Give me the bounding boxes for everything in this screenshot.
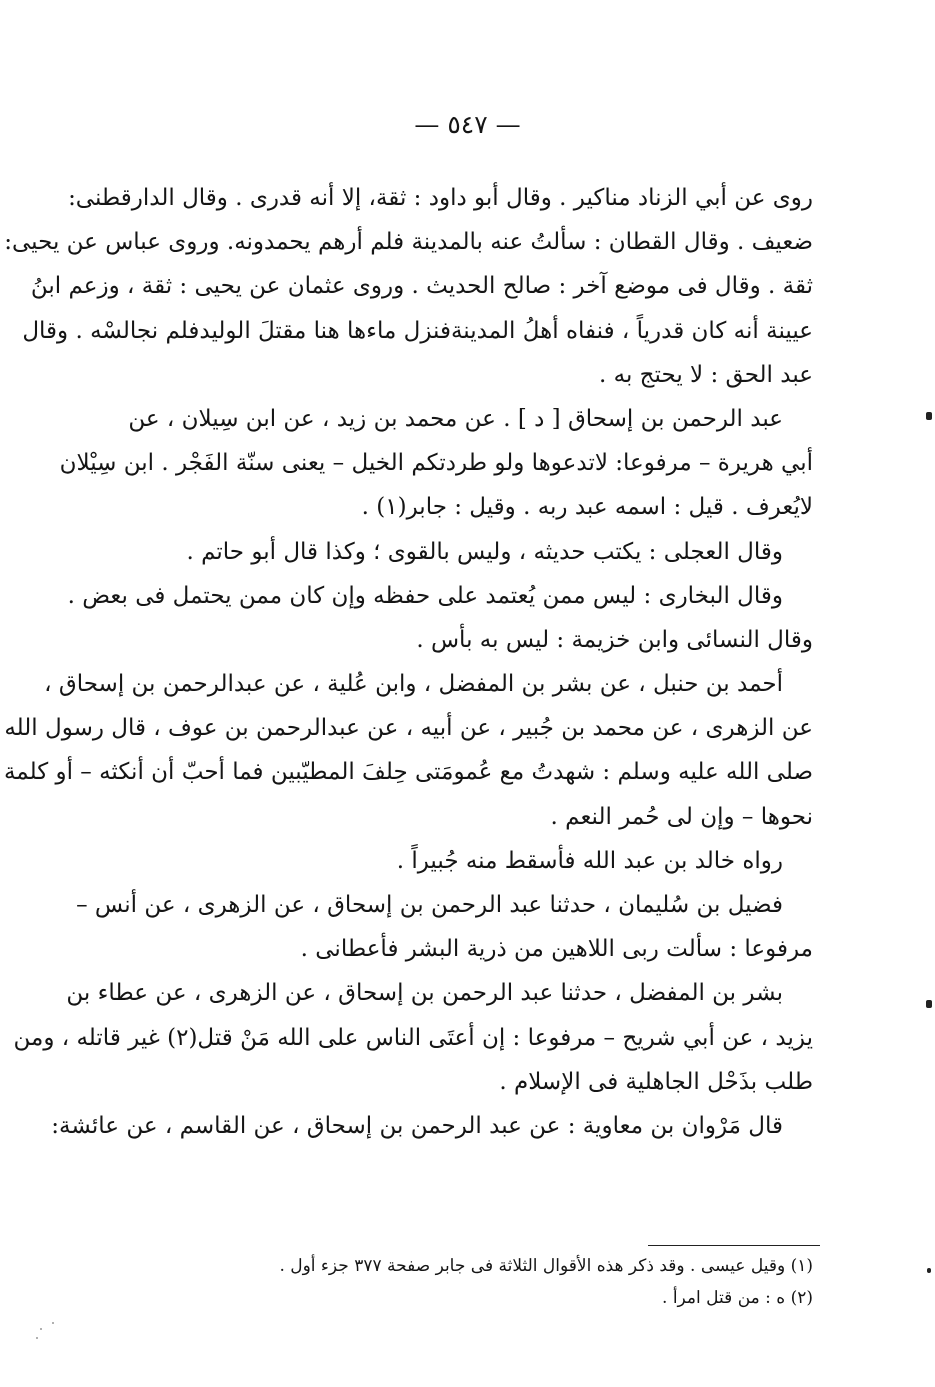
- entry-heading-line: عبد الرحمن بن إسحاق [ د ] . عن محمد بن زيد ، عن ابن سِيلان ، عن: [128, 405, 783, 432]
- text-line: أبي هريرة – مرفوعا: لاتدعوها ولو طردتكم الخيل – يعنى سنّة الفَجْر . ابن سِيْلان: [59, 450, 813, 477]
- main-text: [3, 176, 813, 1148]
- text-line: طلب بذَحْل الجاهلية فى الإسلام .: [499, 1068, 813, 1095]
- margin-mark: [926, 1000, 932, 1008]
- text-line: ضعيف . وقال القطان : سألتُ عنه بالمدينة فلم أرهم يحمدونه. وروى عباس عن يحيى:: [4, 229, 813, 256]
- text-line: أحمد بن حنبل ، عن بشر بن المفضل ، وابن عُلية ، عن عبدالرحمن بن إسحاق ،: [44, 671, 783, 698]
- margin-mark: [927, 1268, 931, 1273]
- scan-speck: [52, 1322, 54, 1324]
- text-line: عيينة أنه كان قدرياً ، فنفاه أهلُ المدينةفنزل ماءها هنا مقتلَ الوليدفلم نجالسْه . وقال: [22, 317, 813, 344]
- text-line: رواه خالد بن عبد الله فأسقط منه جُبيراً .: [396, 847, 783, 874]
- text-line: مرفوعا : سألت ربى اللاهين من ذرية البشر فأعطانى .: [300, 936, 813, 963]
- text-line: قال مَرْوان بن معاوية : عن عبد الرحمن بن إسحاق ، عن القاسم ، عن عائشة:: [51, 1112, 783, 1139]
- text-line: وقال العجلى : يكتب حديثه ، وليس بالقوى ؛ وكذا قال أبو حاتم .: [186, 538, 783, 565]
- text-line: وقال البخارى : ليس ممن يُعتمد على حفظه وإن كان ممن يحتمل فى بعض .: [67, 582, 783, 609]
- text-line: عبد الحق : لا يحتج به .: [599, 361, 813, 388]
- text-line: وقال النسائى وابن خزيمة : ليس به بأس .: [416, 626, 813, 653]
- footnote-1: (١) وقيل عيسى . وقد ذكر هذه الأقوال الثلاثة فى جابر صفحة ٣٧٧ جزء أول .: [279, 1256, 813, 1276]
- text-line: عن الزهرى ، عن محمد بن جُبير ، عن أبيه ، عن عبدالرحمن بن عوف ، قال رسول الله: [4, 715, 813, 742]
- page-number: — ٥٤٧ —: [414, 110, 521, 139]
- scan-speck: [40, 1328, 42, 1330]
- text-line: يزيد ، عن أبي شريح – مرفوعا : إن أعتَى الناس على الله مَنْ قتل(٢) غير قاتله ، ومن: [13, 1024, 813, 1051]
- footnote-2: (٢) ه : من قتل امرأ .: [662, 1288, 813, 1308]
- scan-speck: [36, 1337, 38, 1339]
- text-line: روى عن أبي الزناد مناكير . وقال أبو داود : ثقة، إلا أنه قدرى . وقال الدارقطنى:: [68, 185, 813, 211]
- text-line: لايُعرف . قيل : اسمه عبد ربه . وقيل : جابر(١) .: [361, 494, 813, 521]
- text-line: فضيل بن سُليمان ، حدثنا عبد الرحمن بن إسحاق ، عن الزهرى ، عن أنس –: [76, 892, 783, 918]
- footnotes: [146, 1250, 813, 1314]
- text-line: صلى الله عليه وسلم : شهدتُ مع عُمومَتى حِلفَ المطيّبين فما أحبّ أن أنكثه – أو كلمة: [3, 759, 813, 786]
- text-line: ثقة . وقال فى موضع آخر : صالح الحديث . وروى عثمان عن يحيى : ثقة ، وزعم ابنُ: [30, 273, 813, 300]
- margin-mark: [926, 412, 932, 420]
- text-line: نحوها – وإن لى حُمر النعم .: [550, 803, 813, 830]
- footnote-divider: [648, 1245, 820, 1246]
- text-line: بشر بن المفضل ، حدثنا عبد الرحمن بن إسحاق ، عن الزهرى ، عن عطاء بن: [66, 980, 783, 1007]
